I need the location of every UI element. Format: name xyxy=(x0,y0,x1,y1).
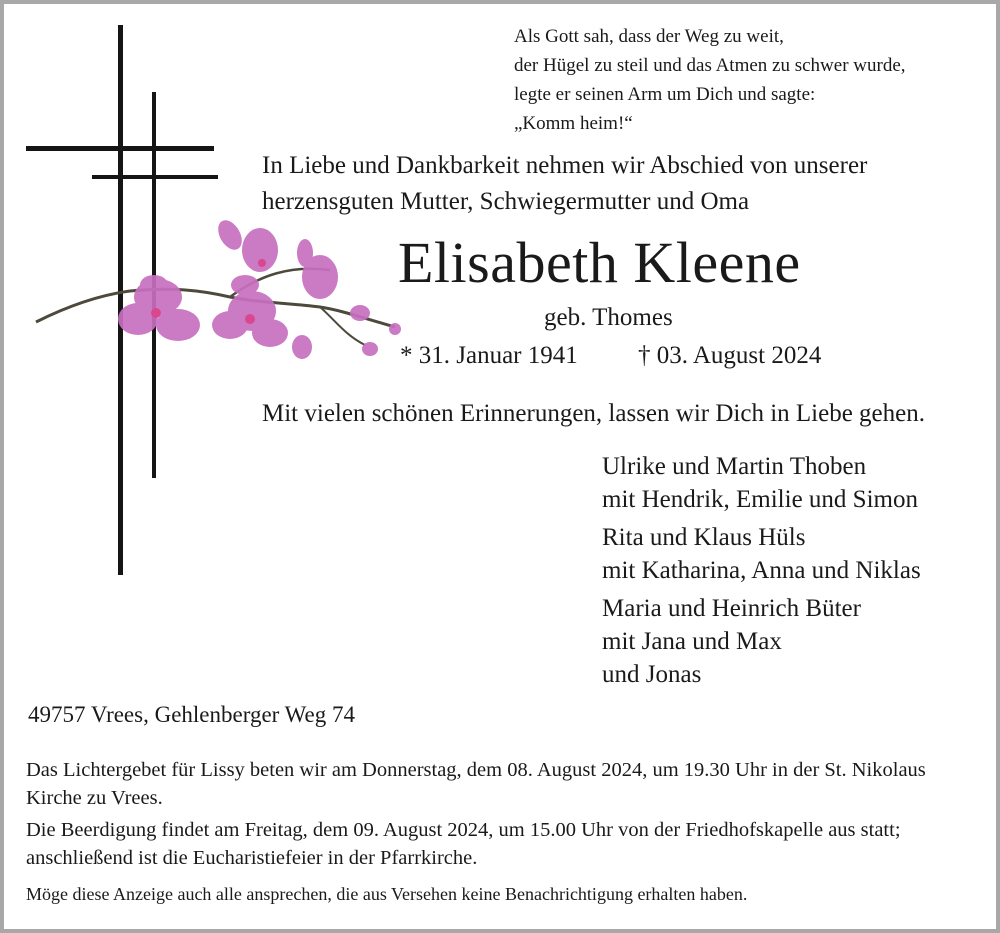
maiden-name: geb. Thomes xyxy=(544,304,673,331)
address: 49757 Vrees, Gehlenberger Weg 74 xyxy=(28,702,355,727)
funeral-note: Die Beerdigung findet am Freitag, dem 09. August 2024, um 15.00 Uhr von der Friedhofskapelle aus statt; anschließend ist die Eucharistiefeier in der Pfarrkirche. xyxy=(26,819,901,869)
intro-line: herzensguten Mutter, Schwiegermutter und Oma xyxy=(262,188,750,215)
birth-date: * 31. Januar 1941 xyxy=(400,342,578,369)
memory-text: Mit vielen schönen Erinnerungen, lassen wir Dich in Liebe gehen. xyxy=(262,400,926,427)
intro-text xyxy=(262,148,867,220)
deceased-name: Elisabeth Kleene xyxy=(398,230,801,295)
prayer-note: Das Lichtergebet für Lissy beten wir am Donnerstag, dem 08. August 2024, um 19.30 Uhr in der St. Nikolaus Kirche zu Vrees. xyxy=(26,759,926,809)
family-line: mit Katharina, Anna und Niklas xyxy=(602,557,921,584)
family-line: mit Jana und Max xyxy=(602,628,782,655)
family-group xyxy=(602,450,921,516)
orchid-branch-icon xyxy=(30,215,410,365)
death-date: † 03. August 2024 xyxy=(638,342,822,369)
poem-line: „Komm heim!“ xyxy=(514,113,633,134)
intro-line: In Liebe und Dankbarkeit nehmen wir Abschied von unserer xyxy=(262,152,868,179)
family-line: mit Hendrik, Emilie und Simon xyxy=(602,486,918,513)
poem-line: der Hügel zu steil und das Atmen zu schwer wurde, xyxy=(514,55,906,76)
poem-line: legte er seinen Arm um Dich und sagte: xyxy=(514,84,816,105)
family-line: und Jonas xyxy=(602,661,702,688)
poem-line: Als Gott sah, dass der Weg zu weit, xyxy=(514,26,784,47)
family-list xyxy=(602,450,921,696)
family-group xyxy=(602,521,921,587)
family-line: Ulrike und Martin Thoben xyxy=(602,453,867,480)
family-group xyxy=(602,592,921,691)
notice-note: Möge diese Anzeige auch alle ansprechen, die aus Versehen keine Benachrichtigung erhalten haben. xyxy=(26,884,748,904)
notes xyxy=(26,756,986,912)
poem xyxy=(514,22,906,138)
family-line: Maria und Heinrich Büter xyxy=(602,595,861,622)
family-line: Rita und Klaus Hüls xyxy=(602,524,806,551)
